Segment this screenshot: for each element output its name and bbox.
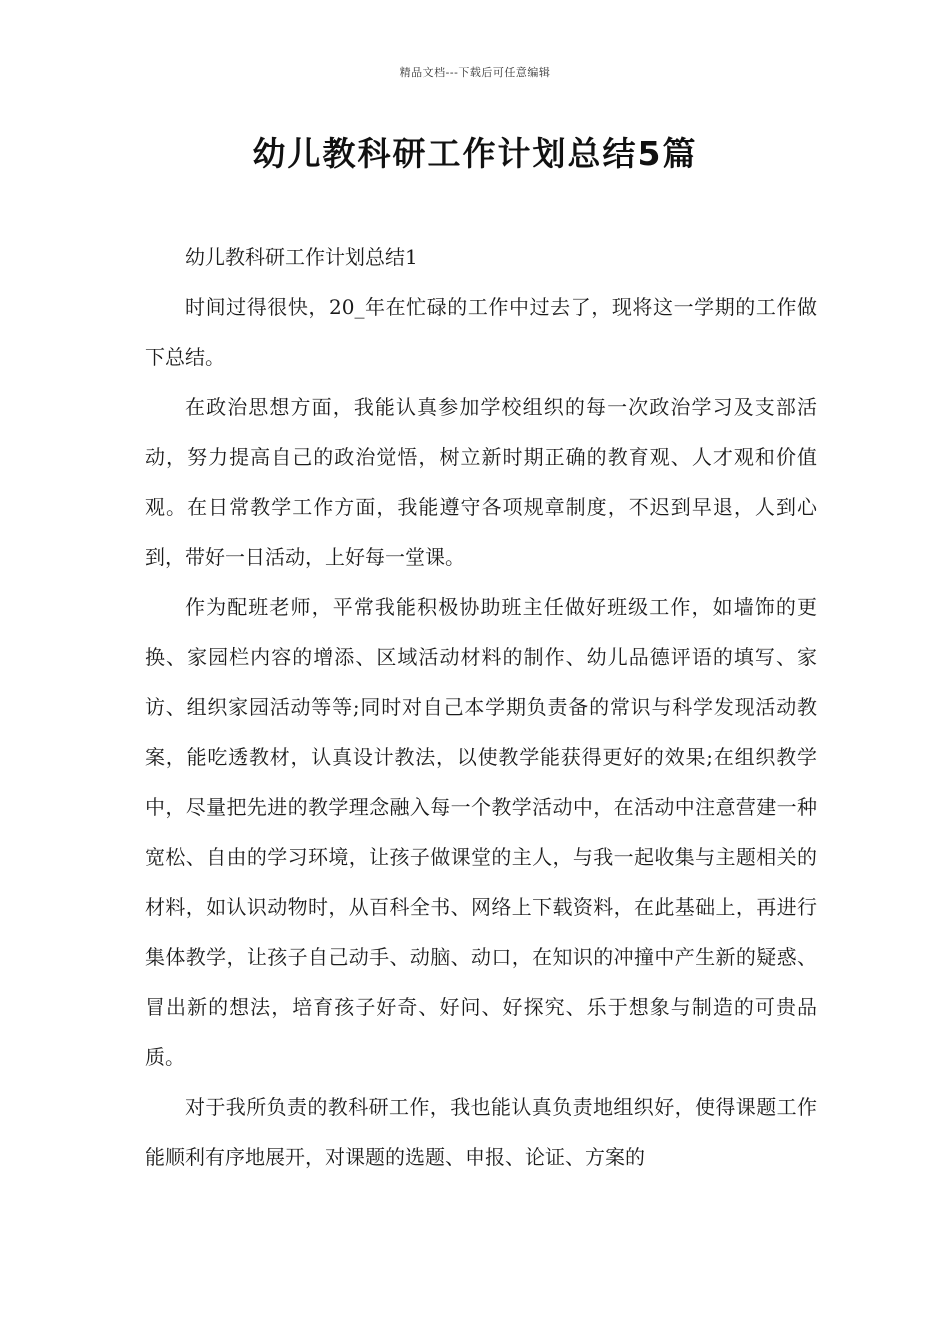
document-body [145, 232, 817, 1182]
paragraph: 时间过得很快，20_年在忙碌的工作中过去了，现将这一学期的工作做下总结。 [145, 295, 817, 369]
header-note: 精品文档---下载后可任意编辑 [399, 66, 551, 79]
paragraph: 作为配班老师，平常我能积极协助班主任做好班级工作，如墙饰的更换、家园栏内容的增添、区域活动材料的制作、幼儿品德评语的填写、家访、组织家园活动等等;同时对自己本学期负责备的常识与科学发现活动教案，能吃透教材，认真设计教法，以使教学能获得更好的效果;在组织教学中，尽量把先进的教学理念融入每一个教学活动中，在活动中注意营建一种宽松、自由的学习环境，让孩子做课堂的主人，与我一起收集与主题相关的材料，如认识动物时，从百科全书、网络上下载资料，在此基础上，再进行集体教学，让孩子自己动手、动脑、动口，在知识的冲撞中产生新的疑惑、冒出新的想法，培育孩子好奇、好问、好探究、乐于想象与制造的可贵品质。 [145, 595, 817, 1069]
document-title: 幼儿教科研工作计划总结5篇 [252, 134, 698, 173]
paragraph: 在政治思想方面，我能认真参加学校组织的每一次政治学习及支部活动，努力提高自己的政治觉悟，树立新时期正确的教育观、人才观和价值观。在日常教学工作方面，我能遵守各项规章制度，不迟到早退，人到心到，带好一日活动，上好每一堂课。 [145, 395, 817, 569]
section-heading: 幼儿教科研工作计划总结1 [185, 245, 418, 269]
paragraph: 对于我所负责的教科研工作，我也能认真负责地组织好，使得课题工作能顺利有序地展开，对课题的选题、申报、论证、方案的 [145, 1095, 817, 1169]
